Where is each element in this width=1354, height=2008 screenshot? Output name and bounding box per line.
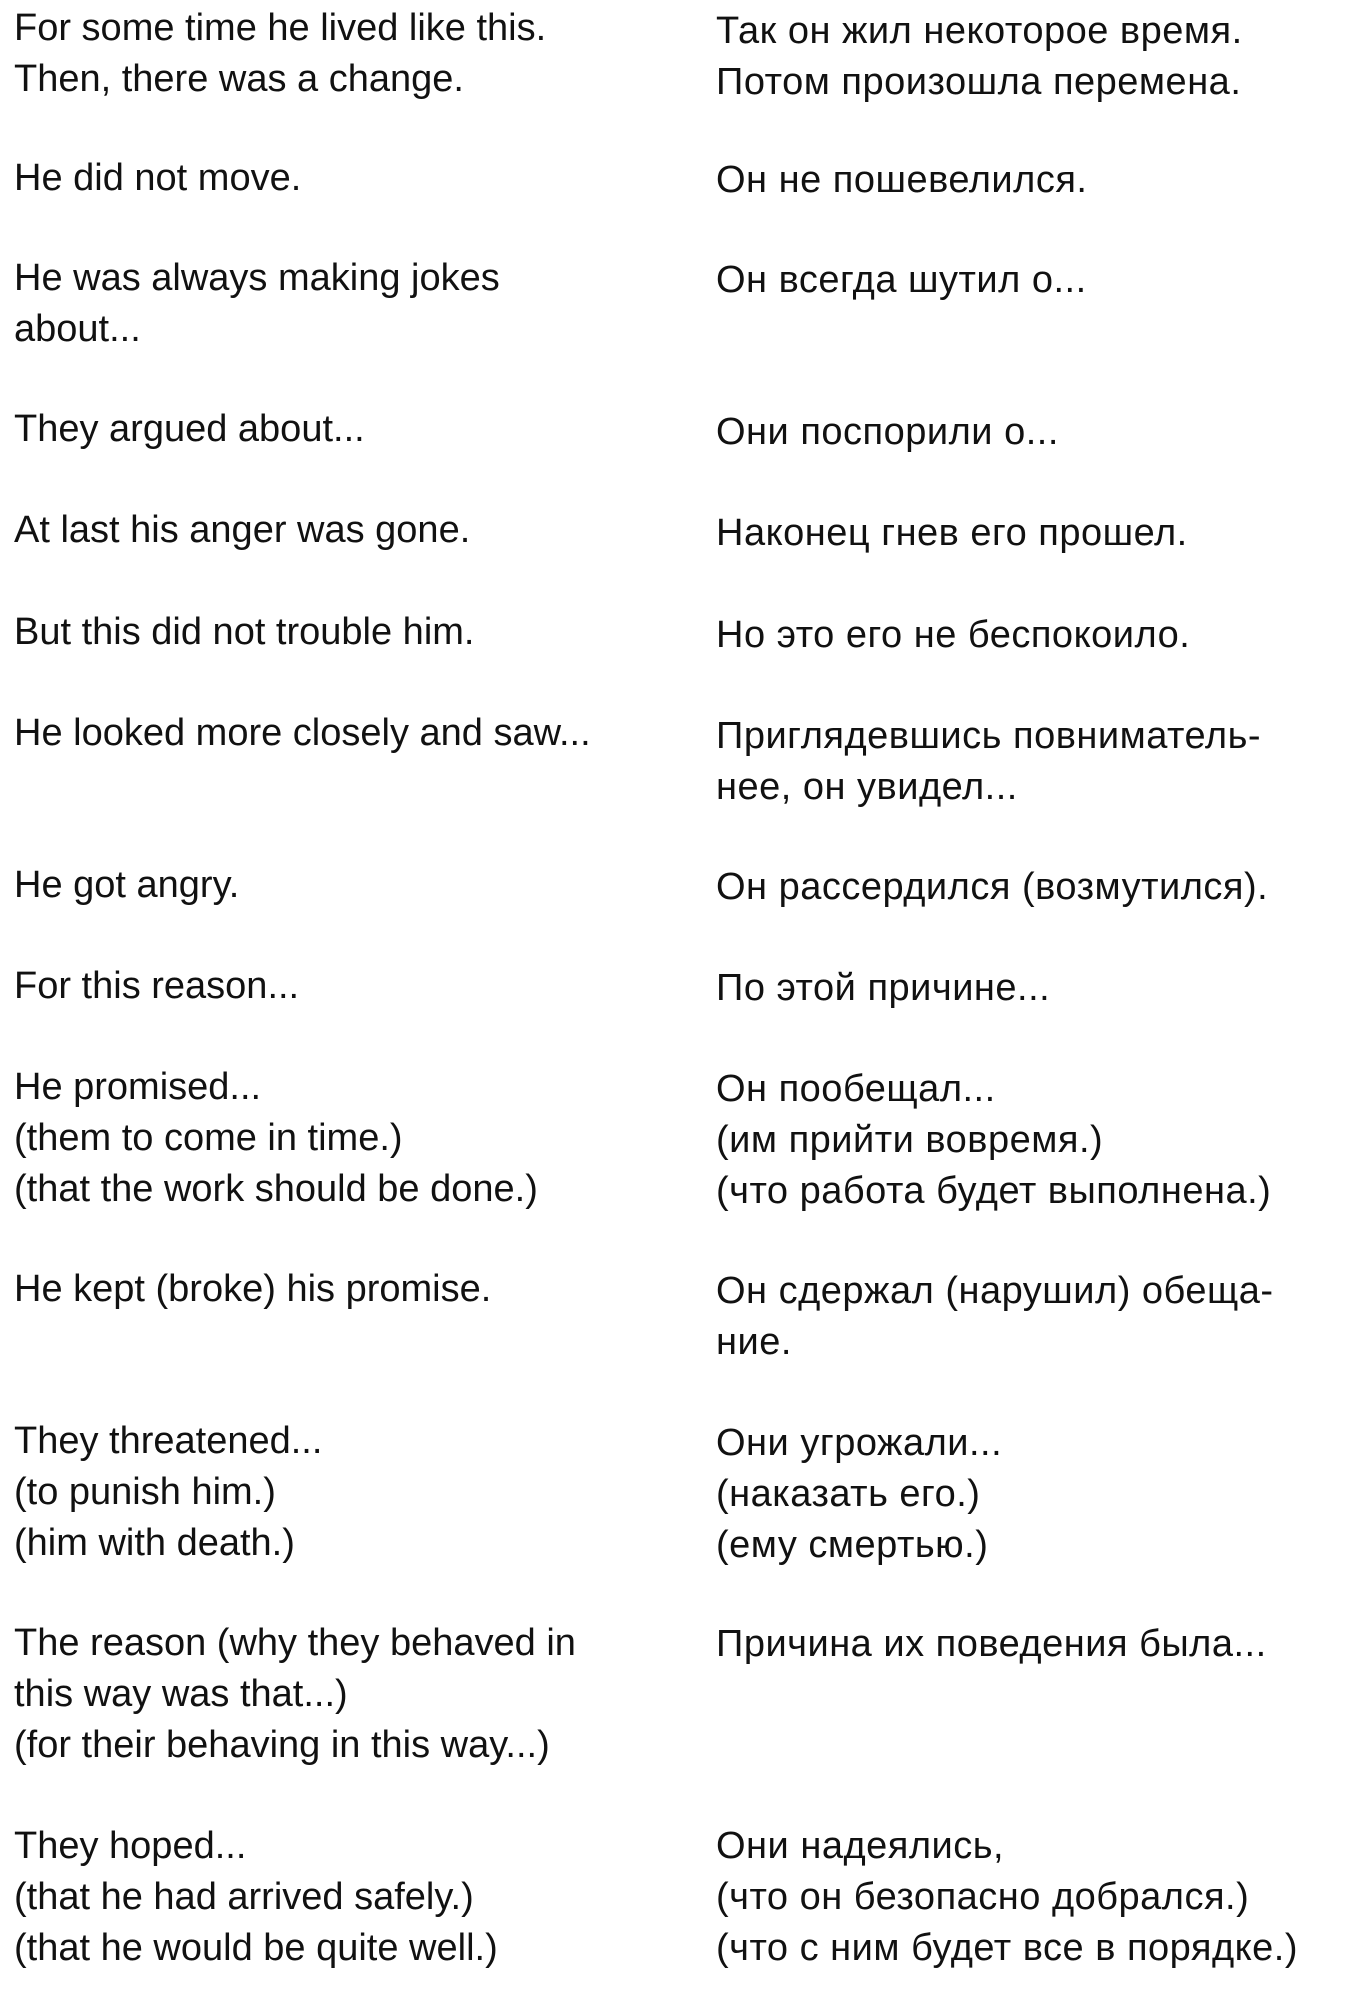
russian-phrase	[716, 1418, 1002, 1571]
russian-phrase	[716, 1619, 1267, 1670]
russian-line: По этой причине...	[716, 967, 1051, 1009]
english-phrase	[14, 1618, 576, 1771]
english-line: (that he had arrived safely.)	[14, 1876, 474, 1918]
russian-phrase	[716, 407, 1059, 458]
russian-line: нее, он увидел...	[716, 766, 1018, 808]
english-line: They threatened...	[14, 1420, 323, 1462]
english-line: But this did not trouble him.	[14, 611, 475, 653]
russian-line: Но это его не беспокоило.	[716, 614, 1191, 656]
english-line: He looked more closely and saw...	[14, 712, 591, 754]
english-phrase	[14, 153, 301, 204]
english-phrase	[14, 3, 546, 105]
english-phrase	[14, 253, 500, 355]
english-phrase	[14, 505, 470, 556]
russian-line: Так он жил некоторое время.	[716, 10, 1243, 52]
english-line: (that the work should be done.)	[14, 1168, 538, 1210]
russian-phrase	[716, 6, 1243, 108]
russian-line: Наконец гнев его прошел.	[716, 512, 1188, 554]
english-line: (to punish him.)	[14, 1471, 276, 1513]
english-line: He promised...	[14, 1066, 262, 1108]
russian-line: (ему смертью.)	[716, 1524, 989, 1566]
english-phrase	[14, 1821, 498, 1974]
russian-line: Он рассердился (возмутился).	[716, 866, 1269, 908]
russian-line: Они угрожали...	[716, 1422, 1003, 1464]
english-phrase	[14, 860, 239, 911]
english-line: They argued about...	[14, 408, 365, 450]
russian-line: (что работа будет выполнена.)	[716, 1170, 1272, 1212]
russian-line: Приглядевшись повниматель-	[716, 715, 1262, 757]
russian-line: Они надеялись,	[716, 1825, 1005, 1867]
english-line: At last his anger was gone.	[14, 509, 471, 551]
russian-line: (им прийти вовремя.)	[716, 1119, 1104, 1161]
english-phrase	[14, 961, 299, 1012]
english-line: (him with death.)	[14, 1522, 295, 1564]
russian-line: Он сдержал (нарушил) обеща-	[716, 1270, 1274, 1312]
english-line: He was always making jokes	[14, 257, 500, 299]
english-line: They hoped...	[14, 1825, 247, 1867]
english-phrase	[14, 404, 365, 455]
russian-phrase	[716, 255, 1087, 306]
russian-line: (что с ним будет все в порядке.)	[716, 1927, 1299, 1969]
russian-line: Он пообещал...	[716, 1068, 996, 1110]
russian-phrase	[716, 508, 1188, 559]
english-line: this way was that...)	[14, 1673, 348, 1715]
english-phrase	[14, 708, 591, 759]
english-line: For some time he lived like this.	[14, 7, 547, 49]
english-line: (for their behaving in this way...)	[14, 1724, 550, 1766]
english-phrase	[14, 1264, 491, 1315]
english-line: He got angry.	[14, 864, 240, 906]
english-line: He kept (broke) his promise.	[14, 1268, 492, 1310]
english-line: The reason (why they behaved in	[14, 1622, 576, 1664]
russian-phrase	[716, 1821, 1298, 1974]
russian-line: Причина их поведения была...	[716, 1623, 1267, 1665]
english-line: (them to come in time.)	[14, 1117, 403, 1159]
russian-phrase	[716, 1266, 1274, 1368]
english-phrase	[14, 1062, 538, 1215]
russian-line: (что он безопасно добрался.)	[716, 1876, 1250, 1918]
english-phrase	[14, 1416, 322, 1569]
russian-phrase	[716, 1064, 1271, 1217]
russian-phrase	[716, 610, 1190, 661]
english-line: He did not move.	[14, 157, 302, 199]
english-line: about...	[14, 308, 141, 350]
russian-phrase	[716, 963, 1050, 1014]
english-line: (that he would be quite well.)	[14, 1927, 498, 1969]
english-line: For this reason...	[14, 965, 300, 1007]
russian-line: ние.	[716, 1321, 792, 1363]
russian-phrase	[716, 155, 1087, 206]
russian-line: Он не пошевелился.	[716, 159, 1088, 201]
russian-line: (наказать его.)	[716, 1473, 981, 1515]
english-line: Then, there was a change.	[14, 58, 464, 100]
english-phrase	[14, 607, 474, 658]
russian-phrase	[716, 862, 1268, 913]
russian-phrase	[716, 711, 1261, 813]
russian-line: Он всегда шутил о...	[716, 259, 1087, 301]
russian-line: Потом произошла перемена.	[716, 61, 1242, 103]
russian-line: Они поспорили о...	[716, 411, 1059, 453]
